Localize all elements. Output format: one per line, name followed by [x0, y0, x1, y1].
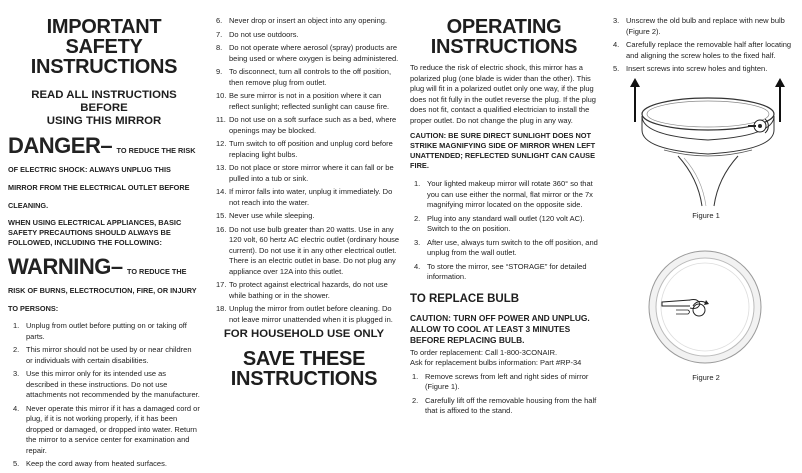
mirror-stand — [678, 156, 738, 206]
list-item: 3. Unscrew the old bulb and replace with new bulb (Figure 2). — [613, 16, 785, 36]
figure-2-caption: Figure 2 — [692, 373, 720, 382]
list-item: 4. Never operate this mirror if it has a damaged cord or plug, if it is not working properly, if it has been dropped or damaged, or dropped into water. Return the mirror to a service center for examination and repair. — [13, 403, 200, 455]
list-item: 1. Remove screws from left and right sides of mirror (Figure 1). — [412, 371, 589, 391]
order-line-1: To order replacement: Call 1-800-3CONAIR. — [410, 347, 558, 357]
up-arrow-left-icon — [630, 78, 640, 122]
replace-bulb-heading: TO REPLACE BULB — [410, 292, 520, 305]
list-item: 2. Plug into any standard wall outlet (120 volt AC). Switch to the on position. — [414, 213, 585, 233]
polarized-plug-text: To reduce the risk of electric shock, this mirror has a polarized plug (one blade is wider than the other). This plug will fit in a polarized outlet only one way, if the plug does not fit fully in the outlet reverse the plug. If the plug does not fit, contact a qualified electrician to install the proper outlet. Do not change the plug in any way. — [410, 63, 596, 125]
list-item: 4. Carefully replace the removable half after locating and aligning the screw holes to the fixed half. — [613, 40, 792, 60]
list-item: 4. To store the mirror, see “STORAGE” for detailed information. — [414, 261, 587, 281]
safety-list-2 — [208, 16, 400, 325]
list-item: 18. Unplug the mirror from outlet before cleaning. Do not leave mirror unattended when it is plugged in. — [216, 304, 393, 324]
replace-column — [609, 0, 797, 78]
replace-steps-a — [410, 372, 598, 417]
figure-1-illustration — [618, 78, 793, 208]
list-item: 1. Unplug from outlet before putting on or taking off parts. — [13, 321, 187, 341]
safety-column-1 — [8, 0, 200, 473]
safety-title: IMPORTANT SAFETY INSTRUCTIONS — [30, 16, 178, 78]
mirror-back-figure — [649, 251, 761, 363]
warning-word: WARNING — [8, 254, 111, 279]
list-item: 3. After use, always turn switch to the off position, and unplug from the wall outlet. — [414, 237, 598, 257]
list-item: 15. Never use while sleeping. — [216, 211, 315, 220]
list-item: 2. This mirror should not be used by or near children or individuals with certain disabilities. — [13, 345, 192, 365]
list-item: 9. To disconnect, turn all controls to the off position, then remove plug from outlet. — [216, 67, 392, 87]
list-item: 6. Never drop or insert an object into any opening. — [216, 16, 388, 25]
safety-column-2 — [208, 0, 400, 389]
read-all-heading: READ ALL INSTRUCTIONS BEFORE USING THIS MIRROR — [31, 89, 177, 127]
basic-precautions: WHEN USING ELECTRICAL APPLIANCES, BASIC SAFETY PRECAUTIONS SHOULD ALWAYS BE FOLLOWED, INCLUDING THE FOLLOWING: — [8, 218, 182, 247]
danger-block: DANGER– TO REDUCE THE RISK OF ELECTRIC SHOCK: ALWAYS UNPLUG THIS MIRROR FROM THE ELECTRICAL OUTLET BEFORE CLEANING. — [8, 133, 196, 210]
list-item: 1. Your lighted makeup mirror will rotate 360° so that you can use either the normal, flat mirror or the 7x magnifying mirror located on the opposite side. — [414, 179, 593, 209]
list-item: 11. Do not use on a soft surface such as a bed, where openings may be blocked. — [216, 115, 397, 135]
up-arrow-right-icon — [775, 78, 785, 122]
list-item: 7. Do not use outdoors. — [216, 29, 299, 39]
list-item: 14. If mirror falls into water, unplug it immediately. Do not reach into the water. — [216, 187, 393, 207]
replace-steps-b — [609, 16, 797, 75]
list-item: 2. Carefully lift off the removable housing from the half that is affixed to the stand. — [412, 395, 597, 415]
warning-text: TO REDUCE THE RISK OF BURNS, ELECTROCUTION, FIRE, OR INJURY TO PERSONS: — [8, 267, 197, 313]
list-item: 17. To protect against electrical hazards, do not use while bathing or in the shower. — [216, 280, 388, 300]
list-item: 5. Keep the cord away from heated surfaces. — [13, 459, 167, 468]
list-item: 10. Be sure mirror is not in a position where it can reflect sunlight; reflected sunlight can cause fire. — [216, 91, 390, 111]
order-line-2: Ask for replacement bulbs information: Part #RP-34 — [410, 358, 582, 367]
save-instructions-title: SAVE THESE INSTRUCTIONS — [230, 348, 378, 390]
safety-list-1 — [8, 321, 200, 470]
list-item: 3. Use this mirror only for its intended use as described in these instructions. Do not use attachments not recommended by the manufacturer. — [13, 369, 200, 399]
figure-1-caption: Figure 1 — [692, 211, 720, 220]
list-item: 8. Do not operate where aerosol (spray) products are being used or where oxygen is being administered. — [216, 43, 399, 63]
sunlight-caution: CAUTION: BE SURE DIRECT SUNLIGHT DOES NOT STRIKE MAGNIFYING SIDE OF MIRROR WHEN LEFT UNATTENDED; REFLECTED SUNLIGHT CAN CAUSE FIRE. — [410, 131, 596, 170]
danger-word: DANGER — [8, 133, 101, 158]
operating-column — [410, 0, 598, 420]
danger-text: TO REDUCE THE RISK OF ELECTRIC SHOCK: ALWAYS UNPLUG THIS MIRROR FROM THE ELECTRICAL OUTLET BEFORE CLEANING. — [8, 146, 196, 210]
household-use-heading: FOR HOUSEHOLD USE ONLY — [223, 328, 385, 340]
list-item: 13. Do not place or store mirror where it can fall or be pulled into a tub or sink. — [216, 163, 394, 183]
operating-steps — [410, 179, 598, 283]
list-item: 16. Do not use bulb greater than 20 watts. Use in any 120 volt, 60 hertz AC electric outlet (ordinary house current). Do not use it in any other electrical outlet. There is an electric outlet in base. Do not plug any appliance over 12A into this outlet. — [216, 224, 400, 276]
power-caution: CAUTION: TURN OFF POWER AND UNPLUG. ALLOW TO COOL AT LEAST 3 MINUTES BEFORE REPLACING BULB. — [410, 312, 590, 345]
operating-title: OPERATING INSTRUCTIONS — [430, 16, 578, 58]
warning-block: WARNING– TO REDUCE THE RISK OF BURNS, ELECTROCUTION, FIRE, OR INJURY TO PERSONS: — [8, 254, 197, 313]
list-item: 12. Turn switch to off position and unplug cord before replacing light bulbs. — [216, 139, 393, 159]
figure-2-illustration — [646, 248, 764, 366]
list-item: 5. Insert screws into screw holes and tighten. — [613, 64, 768, 73]
